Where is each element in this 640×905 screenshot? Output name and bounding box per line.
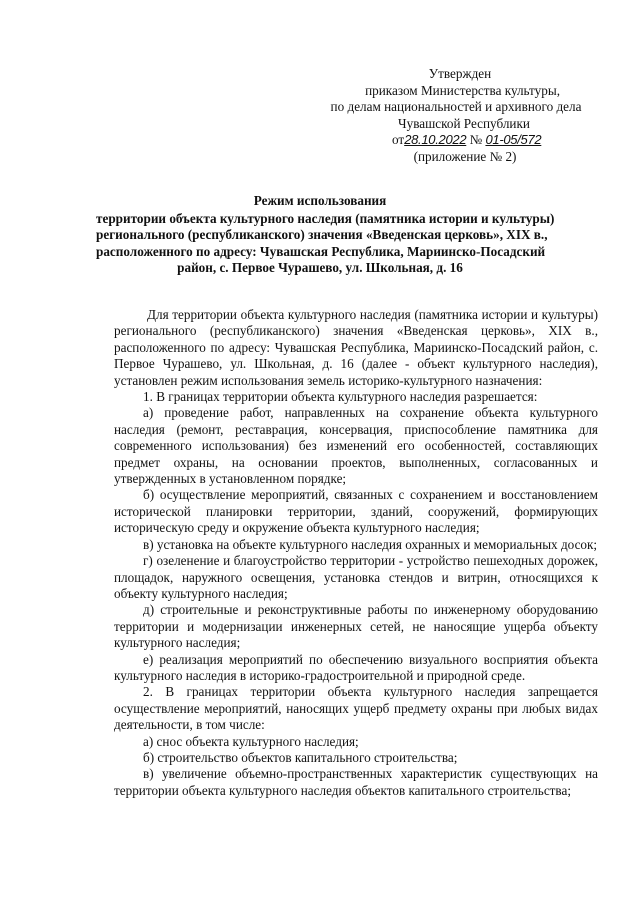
- order-prefix: от: [392, 132, 405, 148]
- paragraph-intro: Для территории объекта культурного наследия (памятника истории и культуры) регионального (республиканского) значения «Введенская церковь», XIX в., расположенного по адресу: Чувашская Республика, Мариинско-Посадский район, с. Первое Чурашево, ул. Школьная, д. 16 (далее - объект культурного наследия), установлен режим использования земель историко-культурного назначения:: [114, 307, 598, 388]
- approval-appendix: (приложение № 2): [413, 148, 517, 164]
- paragraph-1b: б) осуществление мероприятий, связанных с сохранением и восстановлением исторической планировки территории, зданий, сооружений, формирующих историческую среду и окружение объекта культурного наследия;: [114, 487, 598, 536]
- approval-order-line: [330, 132, 590, 149]
- paragraph-1d: г) озеленение и благоустройство территории - устройство пешеходных дорожек, площадок, наружного освещения, установка стендов и витрин, относящихся к объекту культурного наследия;: [114, 553, 598, 601]
- paragraph-2c: в) увеличение объемно-пространственных характеристик существующих на территории объекта культурного наследия объектов капитального строительства;: [114, 766, 598, 798]
- title-line-4: расположенного по адресу: Чувашская Республика, Мариинско-Посадский: [96, 243, 546, 259]
- document-title: [96, 193, 555, 277]
- order-number: 01-05/572: [485, 132, 542, 148]
- approval-line-republic: Чувашской Республики: [398, 115, 530, 131]
- order-number-label: №: [469, 132, 483, 148]
- approval-line-approved: Утвержден: [428, 66, 492, 81]
- paragraph-2: 2. В границах территории объекта культурного наследия запрещается осуществление мероприятий, наносящих ущерб предмету охраны при любых видах деятельности, в том числе:: [114, 684, 598, 733]
- paragraph-1c: в) установка на объекте культурного наследия охранных и мемориальных досок;: [143, 536, 598, 552]
- paragraph-2b: б) строительство объектов капитального строительства;: [143, 749, 458, 765]
- title-line-2: территории объекта культурного наследия (памятника истории и культуры): [96, 210, 555, 226]
- approval-line-ministry: приказом Министерства культуры,: [365, 82, 560, 98]
- document-body: [114, 307, 598, 799]
- title-line-1: Режим использования: [253, 193, 387, 208]
- title-line-5: район, с. Первое Чурашево, ул. Школьная, д. 16: [177, 260, 463, 276]
- order-date: 28.10.2022: [404, 132, 467, 148]
- paragraph-1e: д) строительные и реконструктивные работы по инженерному оборудованию территории и модернизации инженерных сетей, не наносящие ущерба объекту культурного наследия;: [114, 602, 598, 651]
- title-line-3: регионального (республиканского) значения «Введенская церковь», XIX в.,: [96, 227, 548, 243]
- approval-line-department: по делам национальностей и архивного дела: [330, 99, 582, 115]
- paragraph-1f: е) реализация мероприятий по обеспечению визуального восприятия объекта культурного наследия в историко-градостроительной и природной среде.: [114, 651, 598, 683]
- paragraph-1a: а) проведение работ, направленных на сохранение объекта культурного наследия (ремонт, реставрация, консервация, приспособление памятника для современного использования) без изменений его особенностей, составляющих предмет охраны, на основании проектов, выполненных, согласованных и утвержденных в установленном порядке;: [114, 405, 598, 487]
- approval-block: [330, 66, 590, 166]
- paragraph-2a: а) снос объекта культурного наследия;: [143, 733, 359, 749]
- paragraph-1: 1. В границах территории объекта культурного наследия разрешается:: [143, 389, 538, 405]
